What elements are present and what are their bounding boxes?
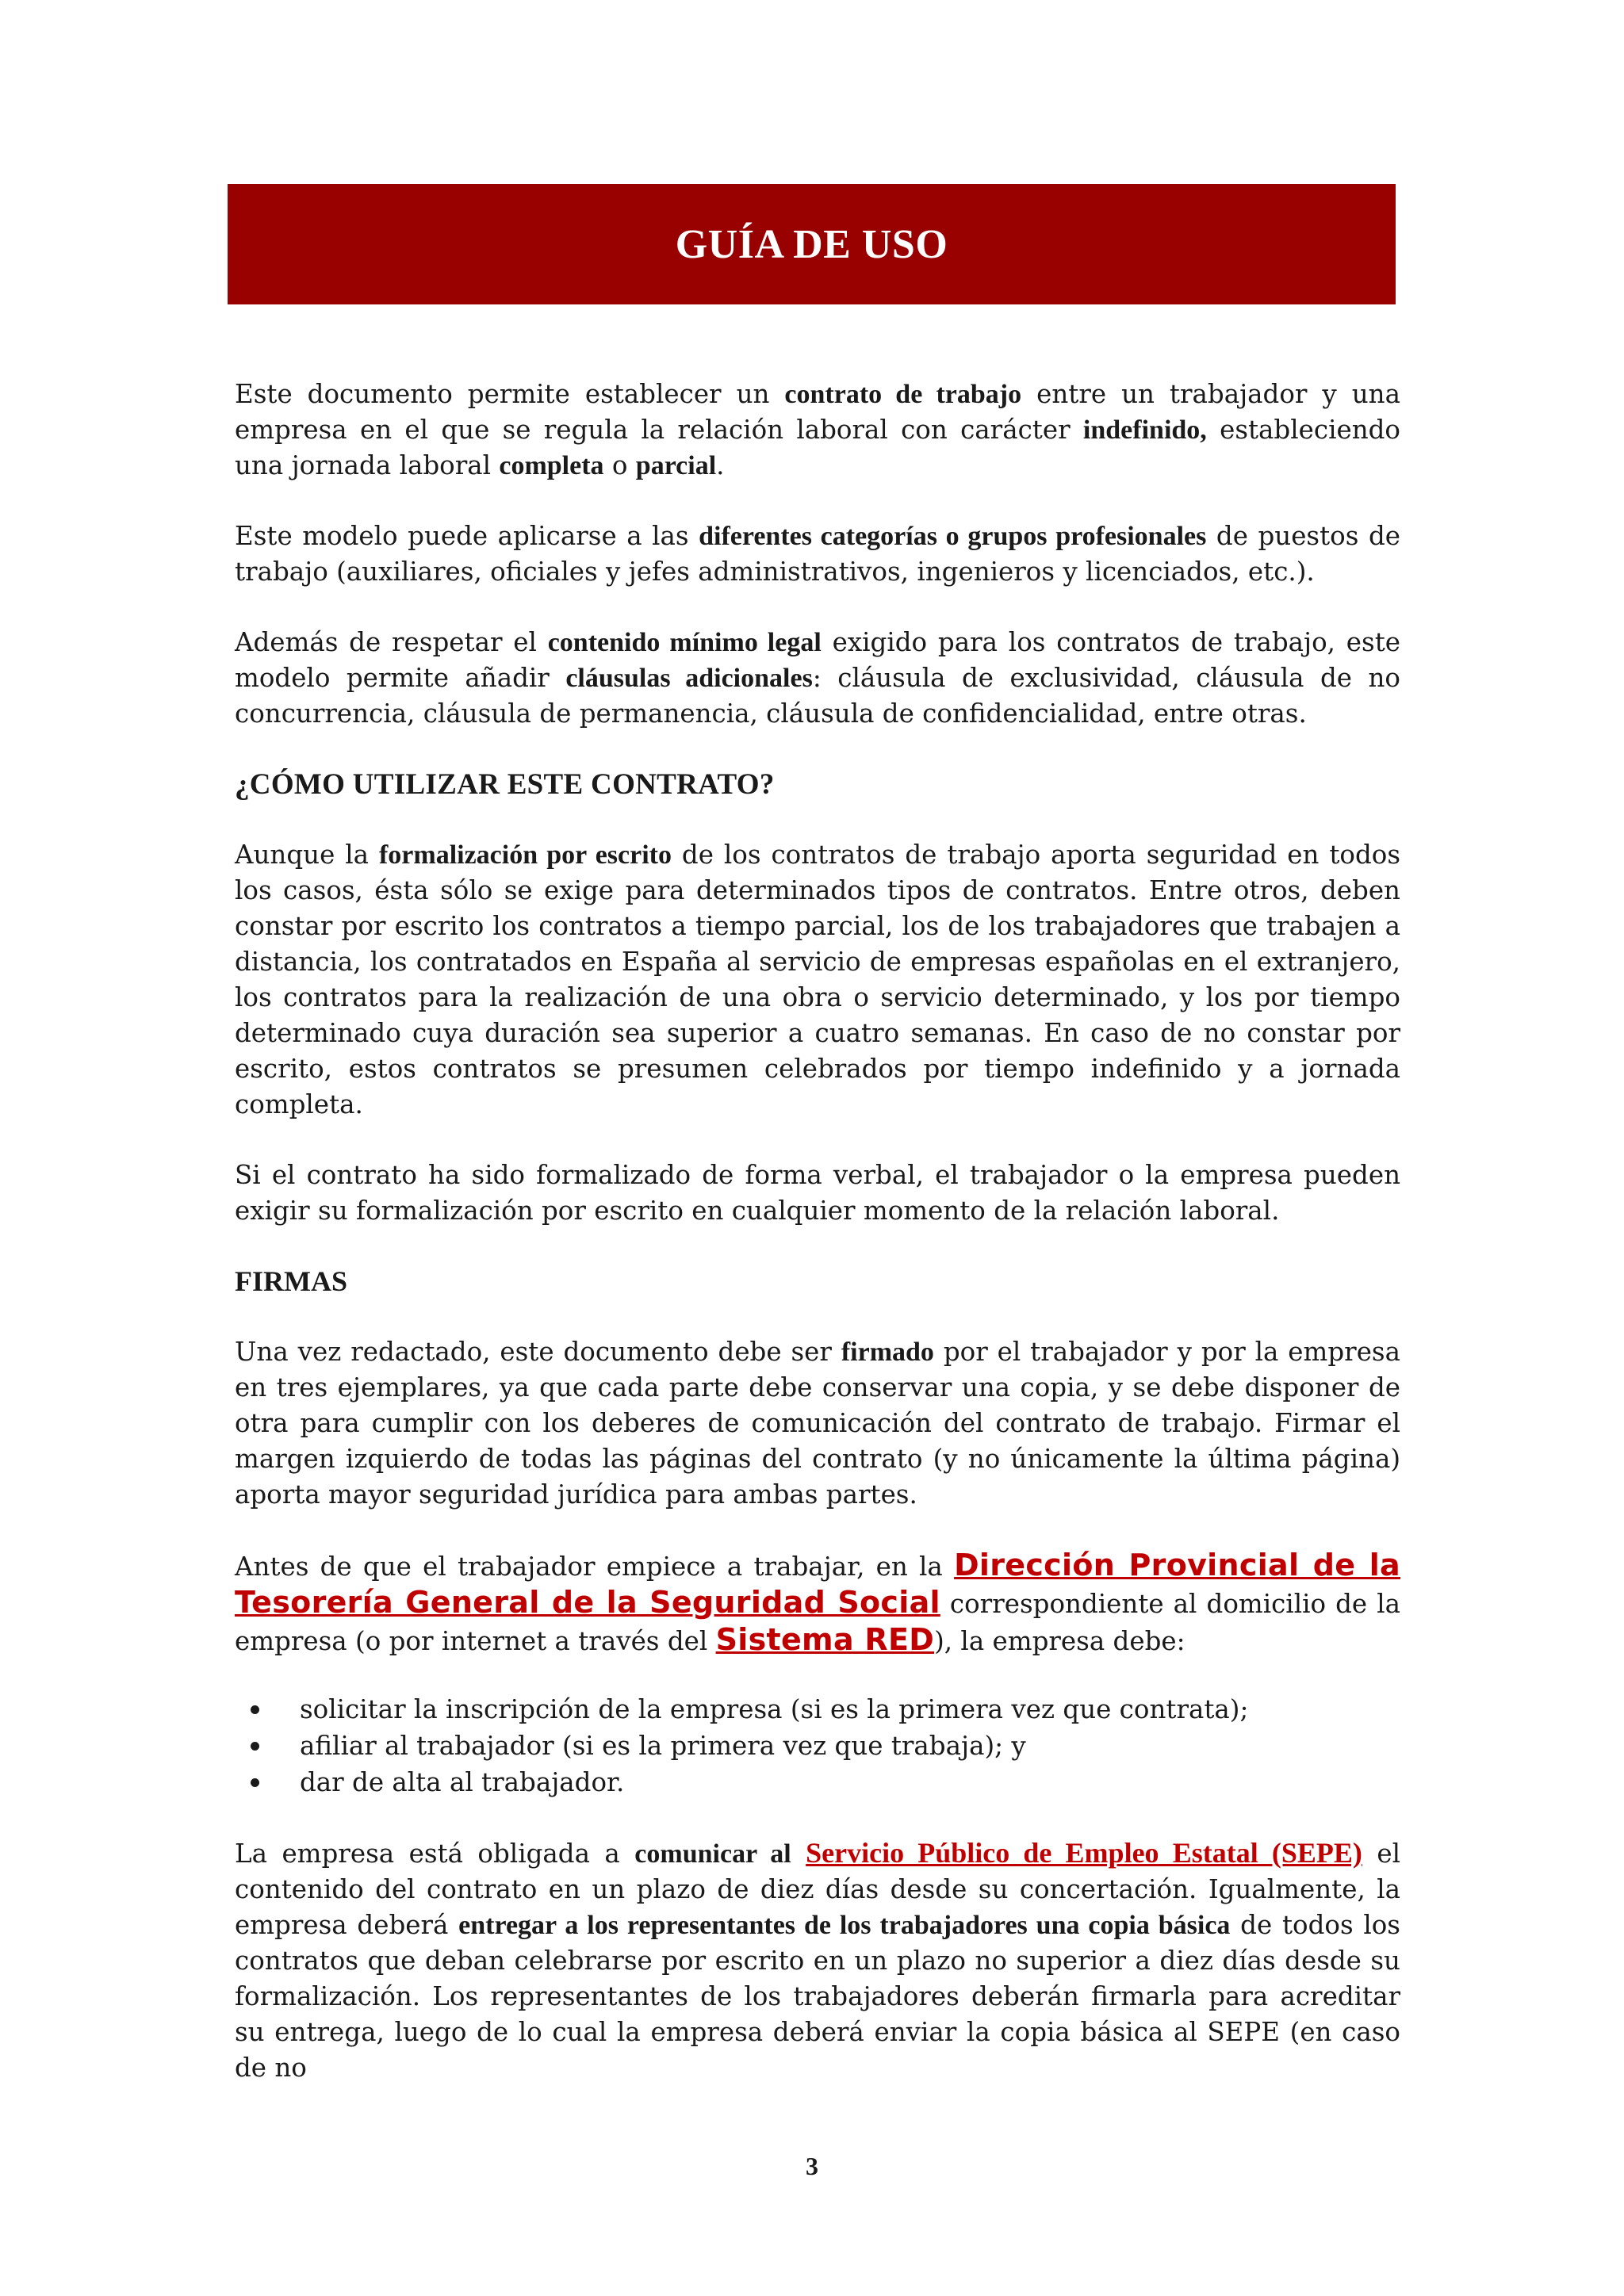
link-tesoreria-general[interactable]: Dirección Provincial de la Tesorería General de la Seguridad Social <box>235 1548 1400 1620</box>
text: Además de respetar el <box>235 627 548 657</box>
text: : cláusula de exclusividad, cláusula de no concurrencia, cláusula de permanencia, cláusula de confidencialidad, entre otras. <box>235 663 1401 729</box>
page-title: GUÍA DE USO <box>675 221 948 267</box>
text: el contenido del contrato en un plazo de diez días desde su concertación. Igualmente, la empresa deberá <box>235 1839 1400 1940</box>
text: Este documento permite establecer un <box>235 379 785 409</box>
page-number: 3 <box>806 2152 818 2180</box>
bullet-icon <box>251 1705 259 1714</box>
document-body <box>235 377 1400 2121</box>
title-banner <box>228 184 1396 304</box>
text: La empresa está obligada a <box>235 1839 635 1869</box>
text: de todos los contratos que deban celebrarse por escrito en un plazo no superior a diez días desde su formalización. Los representantes de los trabajadores deberán firmarla para acreditar su entrega, luego de lo cual la empresa deberá enviar la copia básica al SEPE (en caso de no <box>235 1910 1400 2083</box>
text: correspondiente al domicilio de la empresa (o por internet a través del <box>235 1589 1400 1656</box>
paragraph-social-security <box>235 1548 1400 1659</box>
bold-text: indefinido, <box>1082 415 1207 445</box>
text: exigido para los contratos de trabajo, este modelo permite añadir <box>235 627 1401 693</box>
text: de puestos de trabajo (auxiliares, oficiales y jefes administrativos, ingenieros y licenciados, etc.). <box>235 521 1400 587</box>
paragraph-categories <box>235 519 1400 590</box>
text: ), la empresa debe: <box>934 1626 1185 1656</box>
list-item-text: dar de alta al trabajador. <box>300 1767 625 1797</box>
paragraph-verbal-contract: Si el contrato ha sido formalizado de forma verbal, el trabajador o la empresa pueden exigir su formalización por escrito en cualquier momento de la relación laboral. <box>235 1160 1400 1226</box>
text: Aunque la <box>235 840 379 870</box>
bullet-icon <box>251 1778 259 1787</box>
list-item <box>235 1728 1400 1764</box>
employer-duties-list <box>235 1691 1400 1800</box>
paragraph-sepe <box>235 1835 1400 2086</box>
bold-text: comunicar al <box>634 1839 791 1869</box>
bold-text: contenido mínimo legal <box>547 628 822 657</box>
bold-text: contrato de trabajo <box>784 380 1022 409</box>
bold-text: formalización por escrito <box>378 840 672 870</box>
list-item-text: solicitar la inscripción de la empresa (si es la primera vez que contrata); <box>300 1694 1249 1724</box>
paragraph-clauses <box>235 625 1400 732</box>
list-item <box>235 1691 1400 1728</box>
section-heading-how-to-use: ¿CÓMO UTILIZAR ESTE CONTRATO? <box>235 768 775 801</box>
list-item <box>235 1764 1400 1800</box>
section-heading-signatures: FIRMAS <box>235 1265 347 1297</box>
text: o <box>603 450 636 480</box>
bold-text: diferentes categorías o grupos profesionales <box>699 522 1207 551</box>
bold-text: cláusulas adicionales <box>565 664 813 693</box>
link-sepe[interactable]: Servicio Público de Empleo Estatal (SEPE) <box>806 1837 1362 1869</box>
bold-text: entregar a los representantes de los trabajadores una copia básica <box>458 1911 1231 1940</box>
text: estableciendo una jornada laboral <box>235 415 1401 480</box>
text: Una vez redactado, este documento debe ser <box>235 1337 841 1367</box>
bold-text: parcial <box>635 451 717 480</box>
bullet-icon <box>251 1742 259 1751</box>
text: de los contratos de trabajo aporta seguridad en todos los casos, ésta sólo se exige para determinados tipos de contratos. Entre otros, deben constar por escrito los contratos a tiempo parcial, los de los trabajadores que trabajen a distancia, los contratados en España al servicio de empresas españolas en el extranjero, los contratos para la realización de una obra o servicio determinado, y los por tiempo determinado cuya duración sea superior a cuatro semanas. En caso de no constar por escrito, estos contratos se presumen celebrados por tiempo indefinido y a jornada completa. <box>235 840 1400 1119</box>
text: . <box>716 450 725 480</box>
link-sistema-red[interactable]: Sistema RED <box>715 1622 935 1657</box>
text <box>791 1839 806 1869</box>
bold-text: completa <box>499 451 604 480</box>
text: entre un trabajador y una empresa en el que se regula la relación laboral con carácter <box>235 379 1400 445</box>
list-item-text: afiliar al trabajador (si es la primera vez que trabaja); y <box>300 1731 1026 1761</box>
text: por el trabajador y por la empresa en tres ejemplares, ya que cada parte debe conservar una copia, y se debe disponer de otra para cumplir con los deberes de comunicación del contrato de trabajo. Firmar el margen izquierdo de todas las páginas del contrato (y no únicamente la última página) aporta mayor seguridad jurídica para ambas partes. <box>235 1337 1400 1510</box>
text: Este modelo puede aplicarse a las <box>235 521 699 551</box>
paragraph-signing <box>235 1334 1400 1513</box>
text: Antes de que el trabajador empiece a trabajar, en la <box>235 1552 955 1582</box>
bold-text: firmado <box>841 1337 934 1367</box>
paragraph-written-form <box>235 837 1400 1123</box>
paragraph-intro <box>235 377 1400 484</box>
